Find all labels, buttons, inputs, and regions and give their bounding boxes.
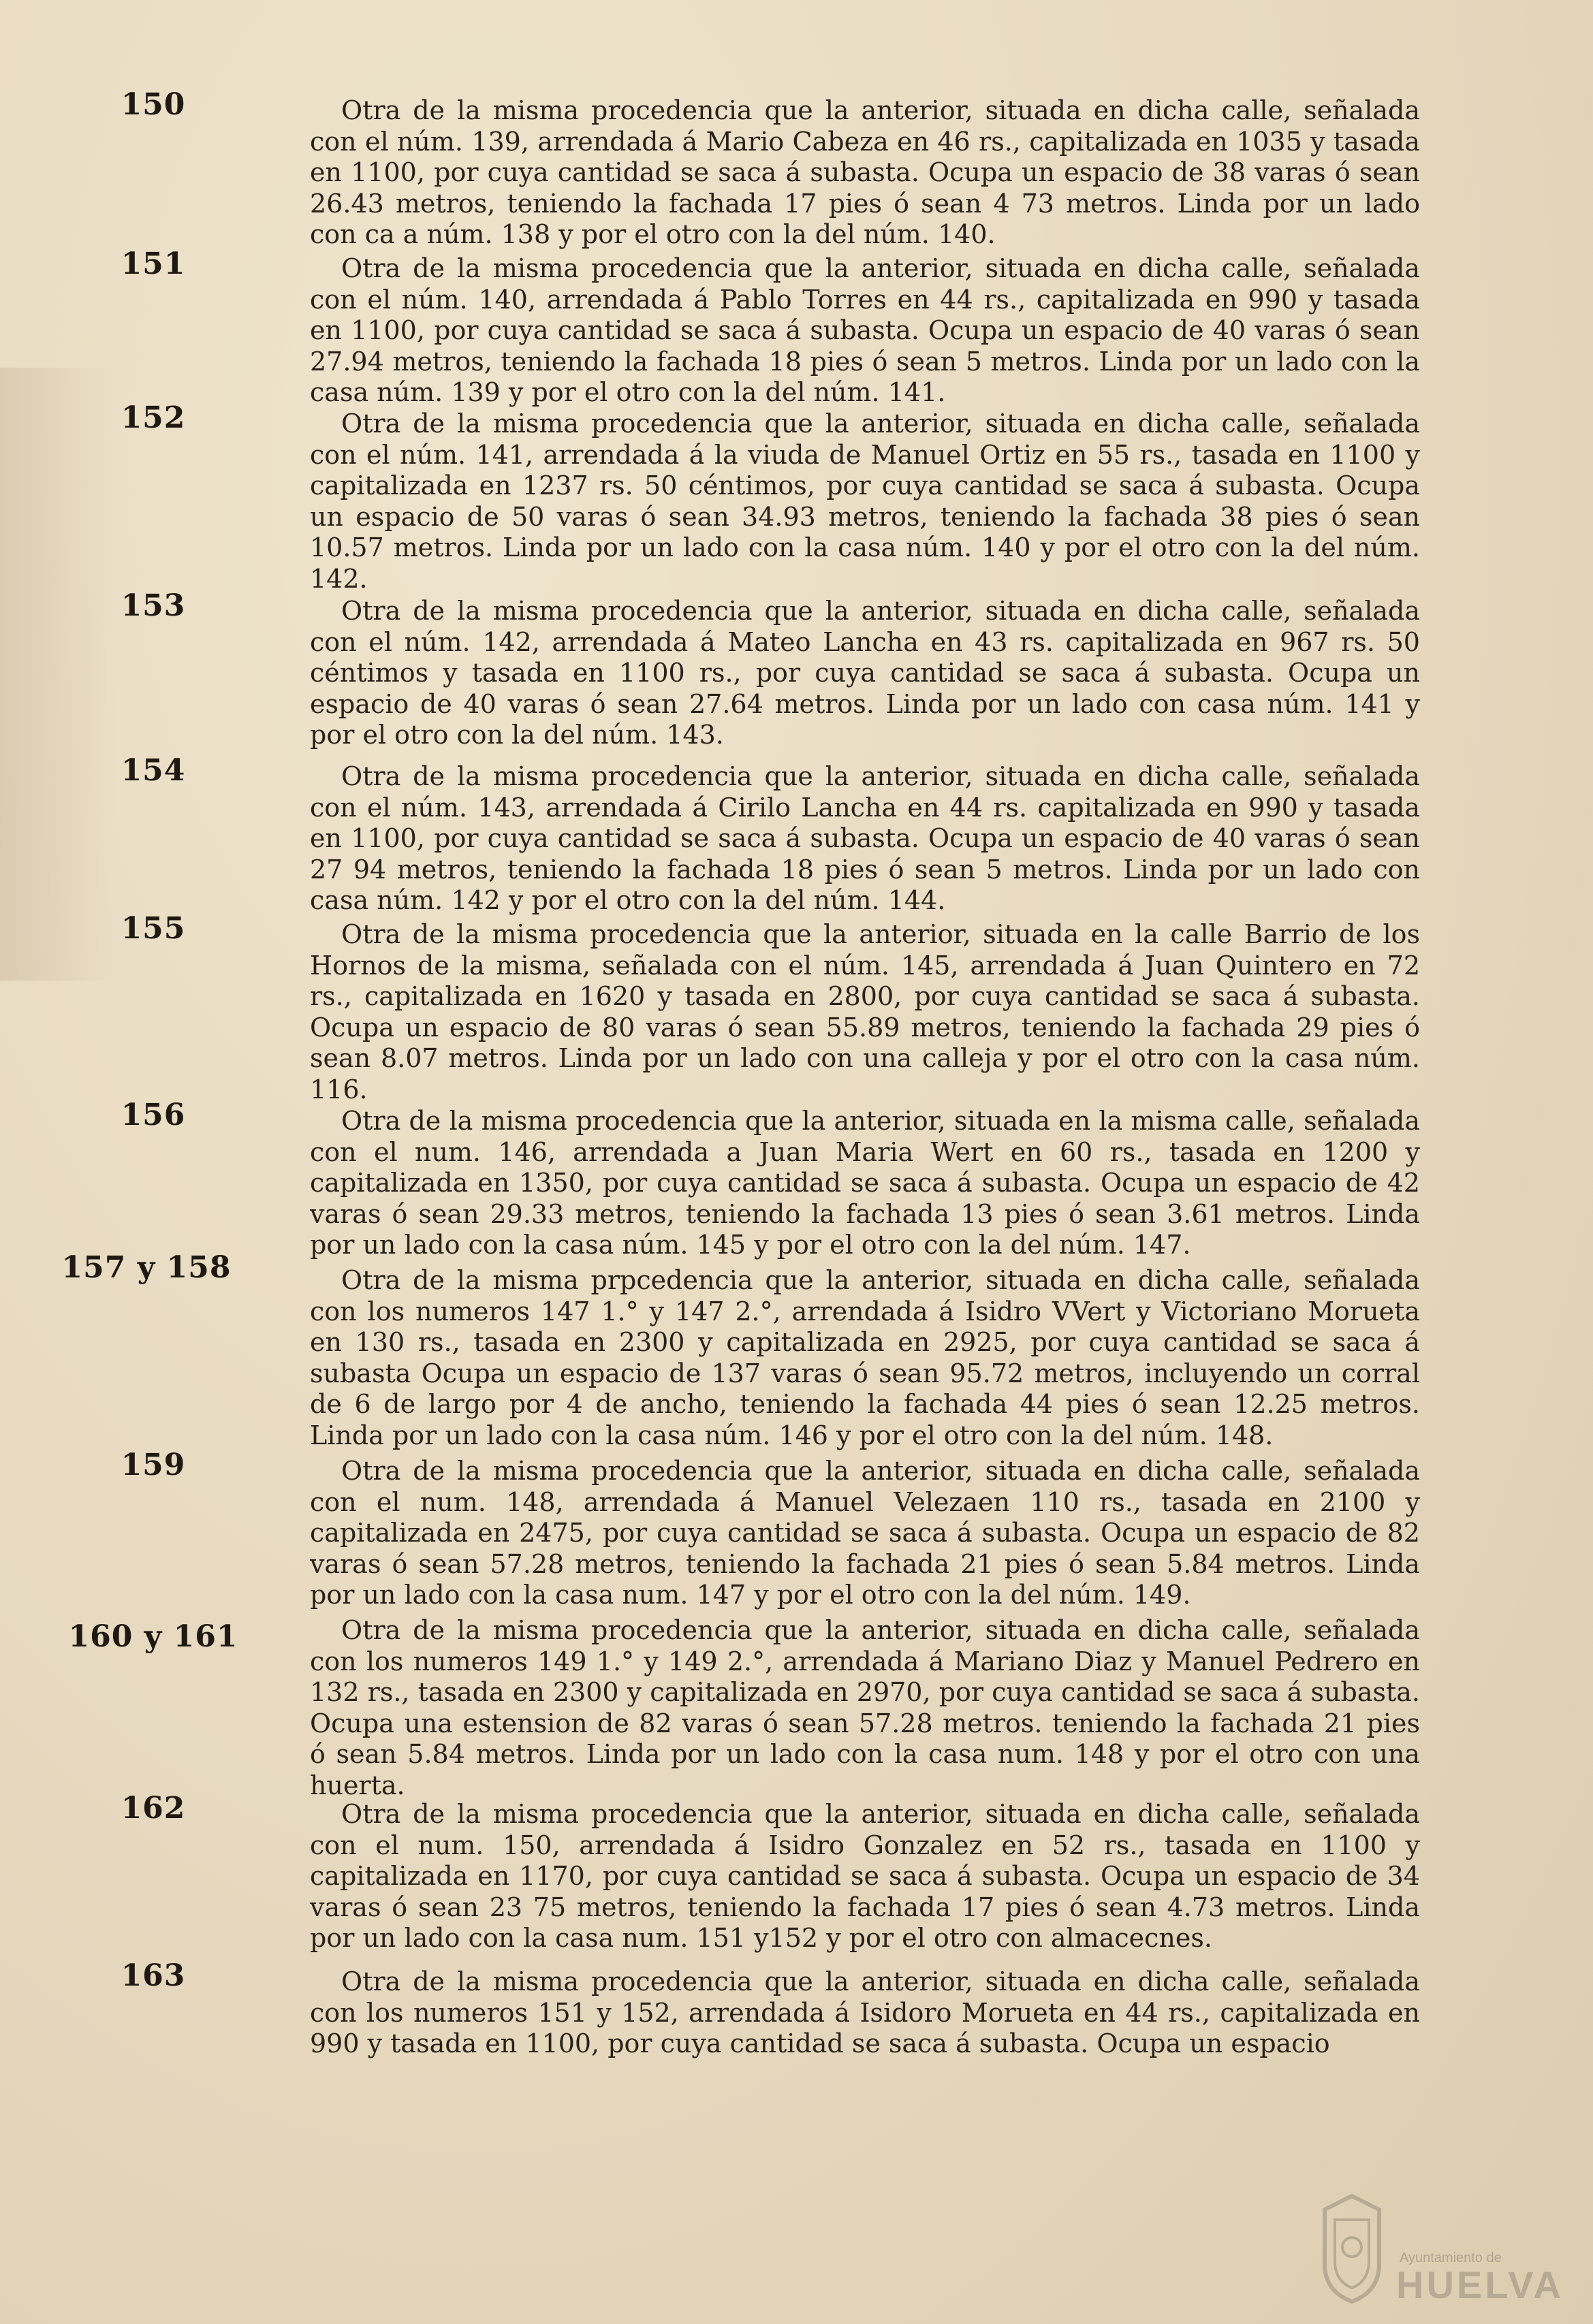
crest-icon [1311,2189,1393,2305]
entry-number: 157 y 158 [61,1250,232,1285]
entry-number: 151 [121,246,186,281]
entry-number: 152 [121,400,186,435]
entry-text: Otra de la misma procedencia que la anterior, situada en dicha calle, señalada con el núm. 140, arrendada á Pablo Torres en 44 rs., capitalizada en 990 y tasada en 1100, por cuya cantidad se saca á subasta. Ocupa un espacio de 40 varas ó sean 27.94 metros, teniendo la fachada 18 pies ó sean 5 metros. Linda por un lado con la casa núm. 139 y por el otro con la del núm. 141. [310,253,1420,407]
entry-number: 162 [121,1791,186,1826]
entry-number: 155 [121,911,186,946]
entry-number: 154 [121,753,186,788]
entry-text: Otra de la misma procedencia que la anterior, situada en dicha calle, señalada con el num. 150, arrendada á Isidro Gonzalez en 52 rs., tasada en 1100 y capitalizada en 1170, por cuya cantidad se saca á subasta. Ocupa un espacio de 34 varas ó sean 23 75 metros, teniendo la fachada 17 pies ó sean 4.73 metros. Linda por un lado con la casa num. 151 y152 y por el otro con almacecnes. [310,1799,1420,1953]
entry-text: Otra de la misma procedencia que la anterior, situada en dicha calle, señalada con el núm. 142, arrendada á Mateo Lancha en 43 rs. capitalizada en 967 rs. 50 céntimos y tasada en 1100 rs., por cuya cantidad se saca á subasta. Ocupa un espacio de 40 varas ó sean 27.64 metros. Linda por un lado con casa núm. 141 y por el otro con la del núm. 143. [310,596,1420,750]
entry-text: Otra de la misma procedencia que la anterior, situada en dicha calle, señalada con los numeros 149 1.° y 149 2.°, arrendada á Mariano Diaz y Manuel Pedrero en 132 rs., tasada en 2300 y capitalizada en 2970, por cuya cantidad se saca á subasta. Ocupa una estension de 82 varas ó sean 57.28 metros. teniendo la fachada 21 pies ó sean 5.84 metros. Linda por un lado con la casa num. 148 y por el otro con una huerta. [310,1615,1420,1800]
entry-text: Otra de la misma prpcedencia que la anterior, situada en dicha calle, señalada con los numeros 147 1.° y 147 2.°, arrendada á Isidro VVert y Victoriano Morueta en 130 rs., tasada en 2300 y capitalizada en 2925, por cuya cantidad se saca á subasta Ocupa un espacio de 137 varas ó sean 95.72 metros, incluyendo un corral de 6 de largo por 4 de ancho, teniendo la fachada 44 pies ó sean 12.25 metros. Linda por un lado con la casa núm. 146 y por el otro con la del núm. 148. [310,1265,1420,1450]
entry-number: 160 y 161 [68,1619,238,1654]
entry-number: 163 [121,1958,186,1993]
watermark-line2: HUELVA [1396,2263,1564,2306]
entry-number: 159 [121,1448,186,1482]
watermark-line1: Ayuntamiento de [1400,2250,1502,2265]
entry-number: 156 [121,1098,186,1132]
bleed-through-shadow [0,368,116,981]
entry-text: Otra de la misma procedencia que la anterior, situada en la misma calle, señalada con el num. 146, arrendada a Juan Maria Wert en 60 rs., tasada en 1200 y capitalizada en 1350, por cuya cantidad se saca á subasta. Ocupa un espacio de 42 varas ó sean 29.33 metros, teniendo la fachada 13 pies ó sean 3.61 metros. Linda por un lado con la casa núm. 145 y por el otro con la del núm. 147. [310,1106,1420,1260]
entry-text: Otra de la misma procedencia que la anterior, situada en dicha calle, señalada con el núm. 143, arrendada á Cirilo Lancha en 44 rs. capitalizada en 990 y tasada en 1100, por cuya cantidad se saca á subasta. Ocupa un espacio de 40 varas ó sean 27 94 metros, teniendo la fachada 18 pies ó sean 5 metros. Linda por un lado con casa núm. 142 y por el otro con la del núm. 144. [310,761,1420,915]
entry-text: Otra de la misma procedencia que la anterior, situada en dicha calle, señalada con el núm. 141, arrendada á la viuda de Manuel Ortiz en 55 rs., tasada en 1100 y capitalizada en 1237 rs. 50 céntimos, por cuya cantidad se saca á subasta. Ocupa un espacio de 50 varas ó sean 34.93 metros, teniendo la fachada 38 pies ó sean 10.57 metros. Linda por un lado con la casa núm. 140 y por el otro con la del núm. 142. [310,409,1420,594]
entry-number: 153 [121,588,186,623]
entry-text: Otra de la misma procedencia que la anterior, situada en dicha calle, señalada con el num. 148, arrendada á Manuel Velezaen 110 rs., tasada en 2100 y capitalizada en 2475, por cuya cantidad se saca á subasta. Ocupa un espacio de 82 varas ó sean 57.28 metros, teniendo la fachada 21 pies ó sean 5.84 metros. Linda por un lado con la casa num. 147 y por el otro con la del núm. 149. [310,1456,1420,1610]
entry-text: Otra de la misma procedencia que la anterior, situada en la calle Barrio de los Hornos de la misma, señalada con el núm. 145, arrendada á Juan Quintero en 72 rs., capitalizada en 1620 y tasada en 2800, por cuya cantidad se saca á subasta. Ocupa un espacio de 80 varas ó sean 55.89 metros, teniendo la fachada 29 pies ó sean 8.07 metros. Linda por un lado con una calleja y por el otro con la casa núm. 116. [310,919,1420,1104]
entry-text: Otra de la misma procedencia que la anterior, situada en dicha calle, señalada con el núm. 139, arrendada á Mario Cabeza en 46 rs., capitalizada en 1035 y tasada en 1100, por cuya cantidad se saca á subasta. Ocupa un espacio de 38 varas ó sean 26.43 metros, teniendo la fachada 17 pies ó sean 4 73 metros. Linda por un lado con ca a núm. 138 y por el otro con la del núm. 140. [310,95,1420,249]
entry-number: 150 [121,87,186,122]
entry-text: Otra de la misma procedencia que la anterior, situada en dicha calle, señalada con los numeros 151 y 152, arrendada á Isidoro Morueta en 44 rs., capitalizada en 990 y tasada en 1100, por cuya cantidad se saca á subasta. Ocupa un espacio [310,1967,1420,2058]
watermark-logo [1297,2176,1563,2312]
